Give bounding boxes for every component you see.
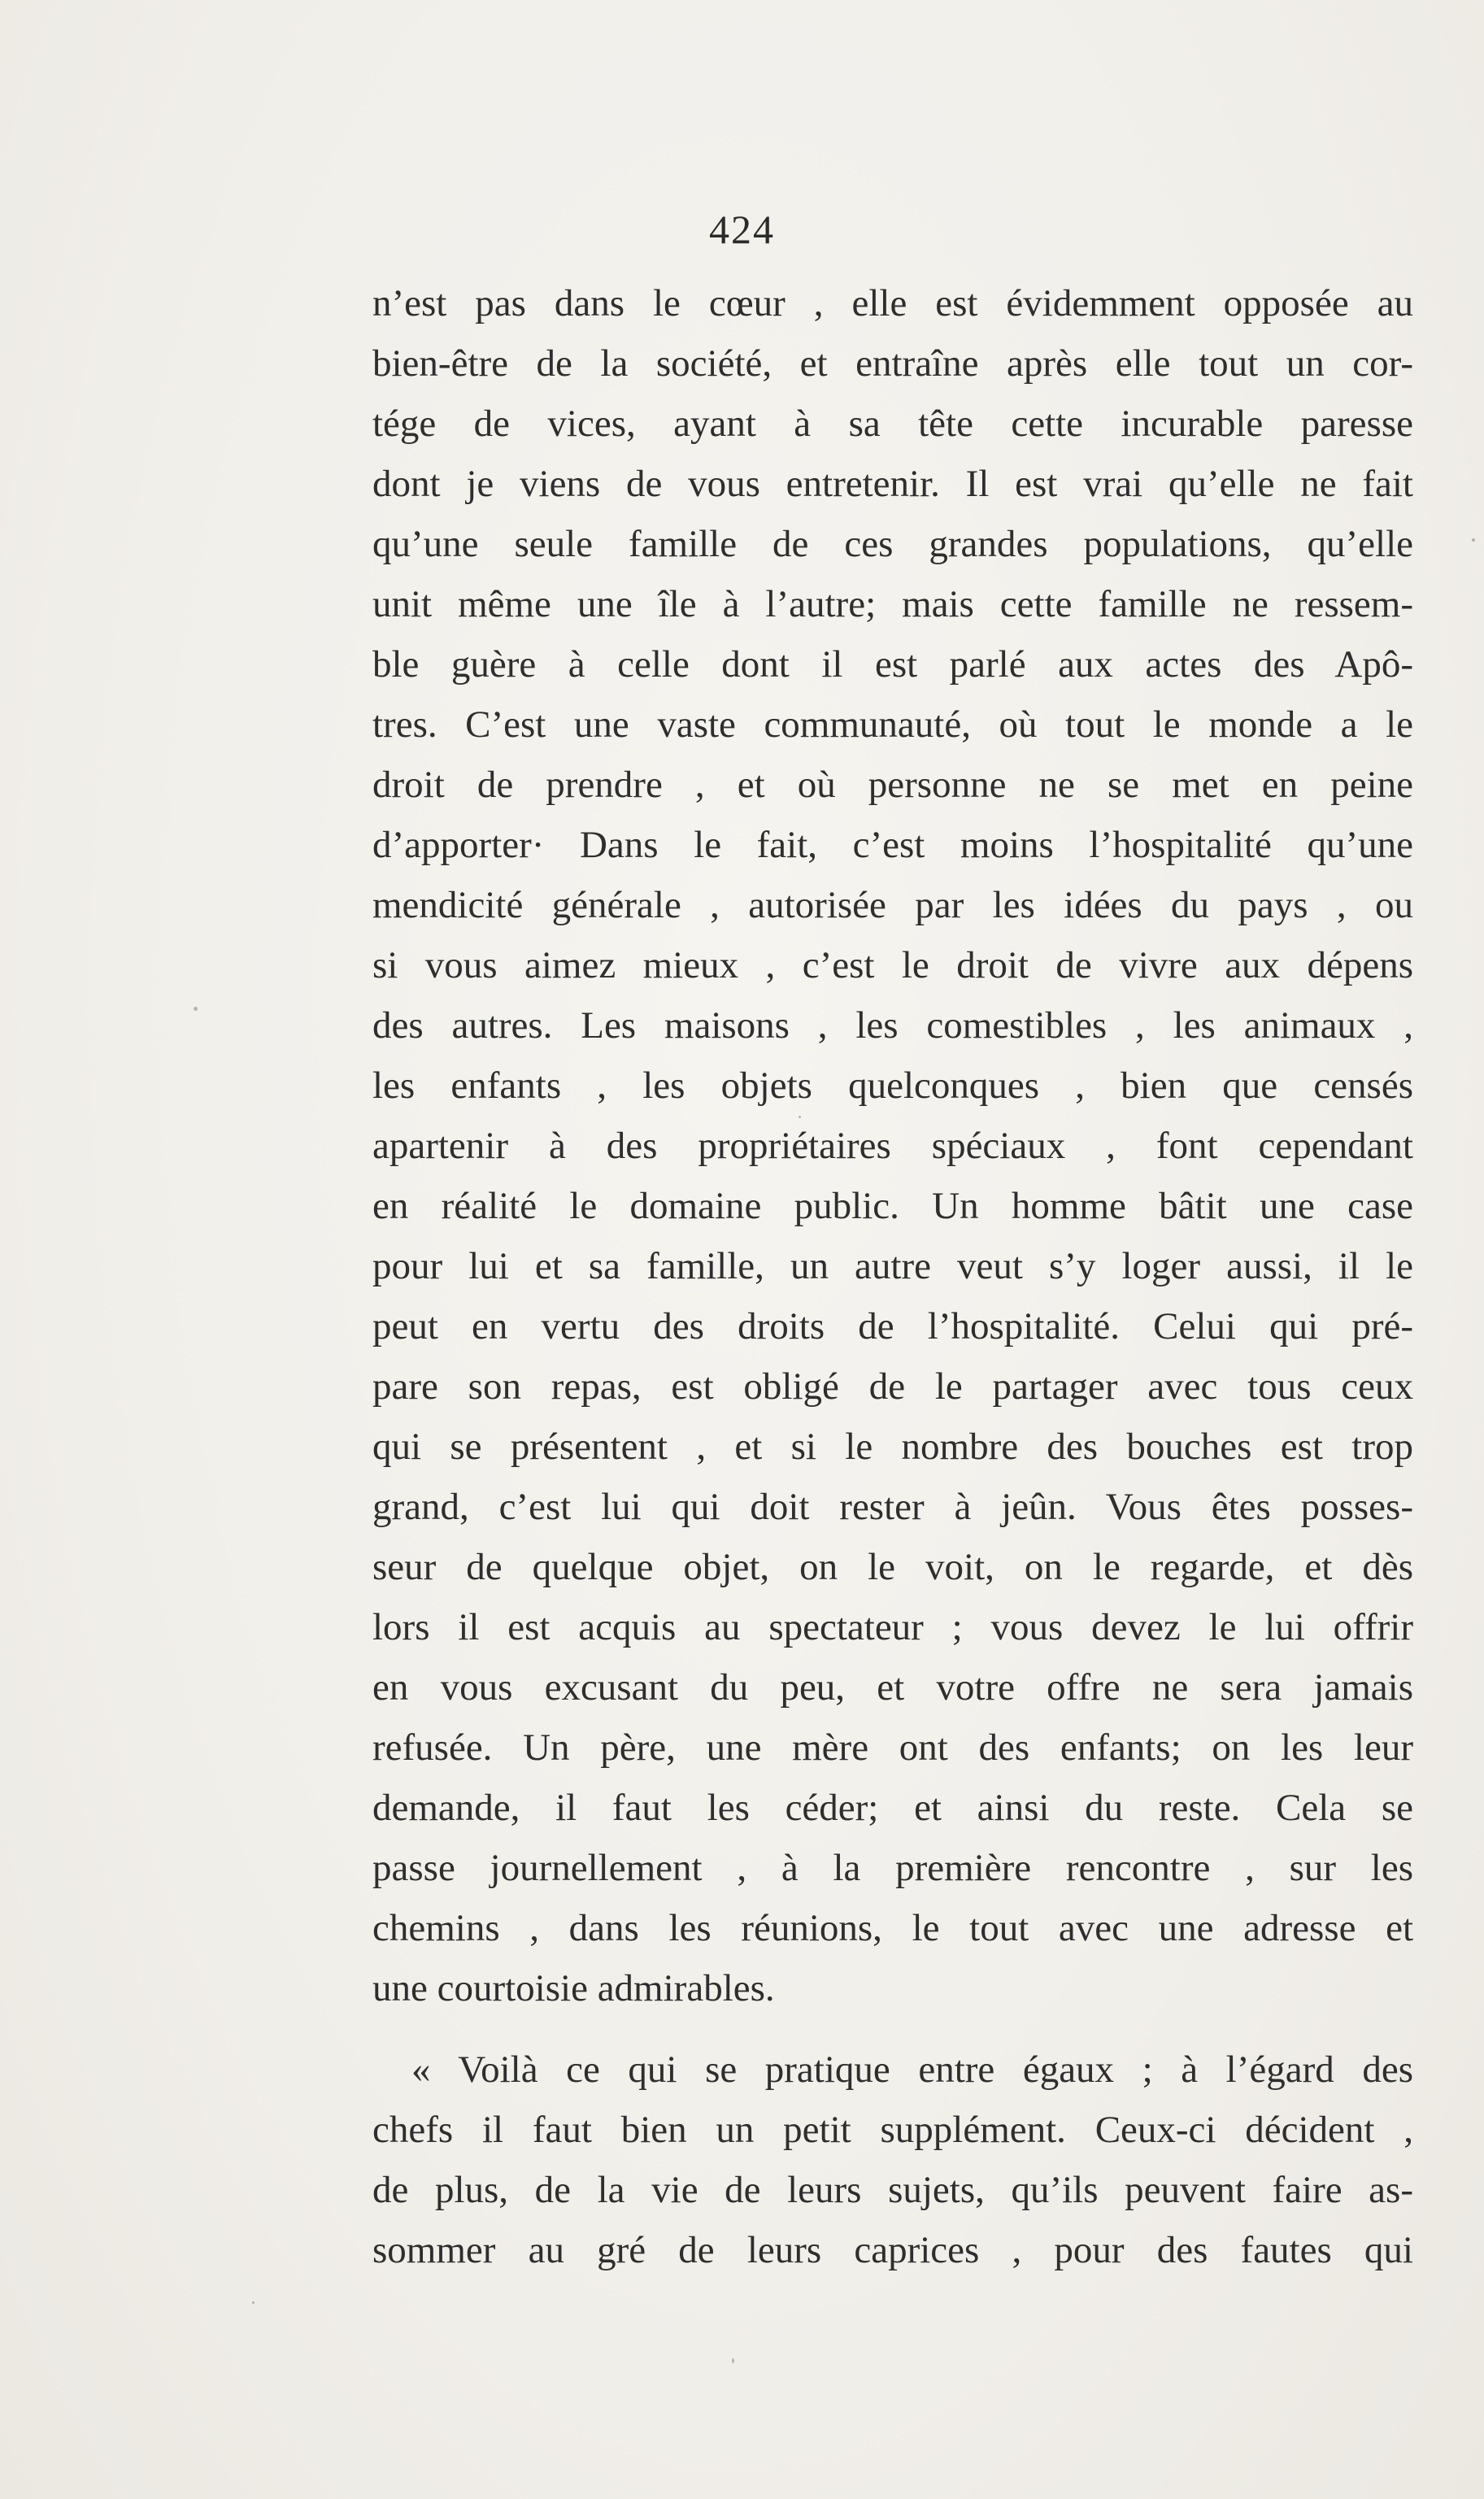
text-line: qui se présentent , et si le nombre des bouches est trop <box>372 1426 1413 1468</box>
page-number: 424 <box>709 207 775 252</box>
text-line: lors il est acquis au spectateur ; vous devez le lui offrir <box>372 1606 1413 1648</box>
text-line: d’apporter· Dans le fait, c’est moins l’hospitalité qu’une <box>372 824 1413 866</box>
text-line: droit de prendre , et où personne ne se met en peine <box>372 764 1413 806</box>
text-line: en réalité le domaine public. Un homme bâtit une case <box>372 1185 1413 1227</box>
text-line: apartenir à des propriétaires spéciaux , font cependant <box>372 1125 1413 1167</box>
text-line: une courtoisie admirables. <box>372 1967 775 2009</box>
text-line: n’est pas dans le cœur , elle est évidemment opposée au <box>372 282 1413 324</box>
text-line: ble guère à celle dont il est parlé aux actes des Apô- <box>372 643 1413 686</box>
speck <box>252 2301 255 2304</box>
text-line: si vous aimez mieux , c’est le droit de vivre aux dépens <box>372 944 1413 986</box>
text-line: grand, c’est lui qui doit rester à jeûn. Vous êtes posses- <box>372 1486 1413 1528</box>
text-line: chefs il faut bien un petit supplément. Ceux-ci décident , <box>372 2109 1413 2151</box>
text-line: sommer au gré de leurs caprices , pour des fautes qui <box>372 2229 1413 2271</box>
text-line: dont je viens de vous entretenir. Il est vrai qu’elle ne fait <box>372 463 1413 505</box>
text-line: chemins , dans les réunions, le tout avec une adresse et <box>372 1907 1413 1949</box>
text-line: pare son repas, est obligé de le partager avec tous ceux <box>372 1365 1413 1408</box>
text-line: bien-être de la société, et entraîne après elle tout un cor- <box>372 342 1413 385</box>
text-line: tres. C’est une vaste communauté, où tout le monde a le <box>372 703 1413 746</box>
speck <box>799 1116 801 1118</box>
text-line: peut en vertu des droits de l’hospitalité. Celui qui pré- <box>372 1305 1413 1347</box>
text-line: qu’une seule famille de ces grandes populations, qu’elle <box>372 523 1413 565</box>
text-line: unit même une île à l’autre; mais cette famille ne ressem- <box>372 583 1413 625</box>
text-line: passe journellement , à la première rencontre , sur les <box>372 1847 1413 1889</box>
text-line: des autres. Les maisons , les comestibles , les animaux , <box>372 1004 1413 1047</box>
text-line: mendicité générale , autorisée par les idées du pays , ou <box>372 884 1413 926</box>
text-line: de plus, de la vie de leurs sujets, qu’ils peuvent faire as- <box>372 2169 1413 2211</box>
text-line: refusée. Un père, une mère ont des enfants; on les leur <box>372 1726 1413 1769</box>
text-line: seur de quelque objet, on le voit, on le regarde, et dès <box>372 1546 1413 1588</box>
text-line: demande, il faut les céder; et ainsi du reste. Cela se <box>372 1787 1413 1829</box>
speck <box>194 1007 198 1011</box>
speck <box>1472 538 1475 542</box>
text-line: « Voilà ce qui se pratique entre égaux ; à l’égard des <box>411 2048 1413 2091</box>
text-line: tége de vices, ayant à sa tête cette incurable paresse <box>372 403 1413 445</box>
speck <box>732 2358 734 2363</box>
text-line: en vous excusant du peu, et votre offre ne sera jamais <box>372 1666 1413 1709</box>
text-line: les enfants , les objets quelconques , bien que censés <box>372 1064 1413 1107</box>
text-line: pour lui et sa famille, un autre veut s’y loger aussi, il le <box>372 1245 1413 1287</box>
